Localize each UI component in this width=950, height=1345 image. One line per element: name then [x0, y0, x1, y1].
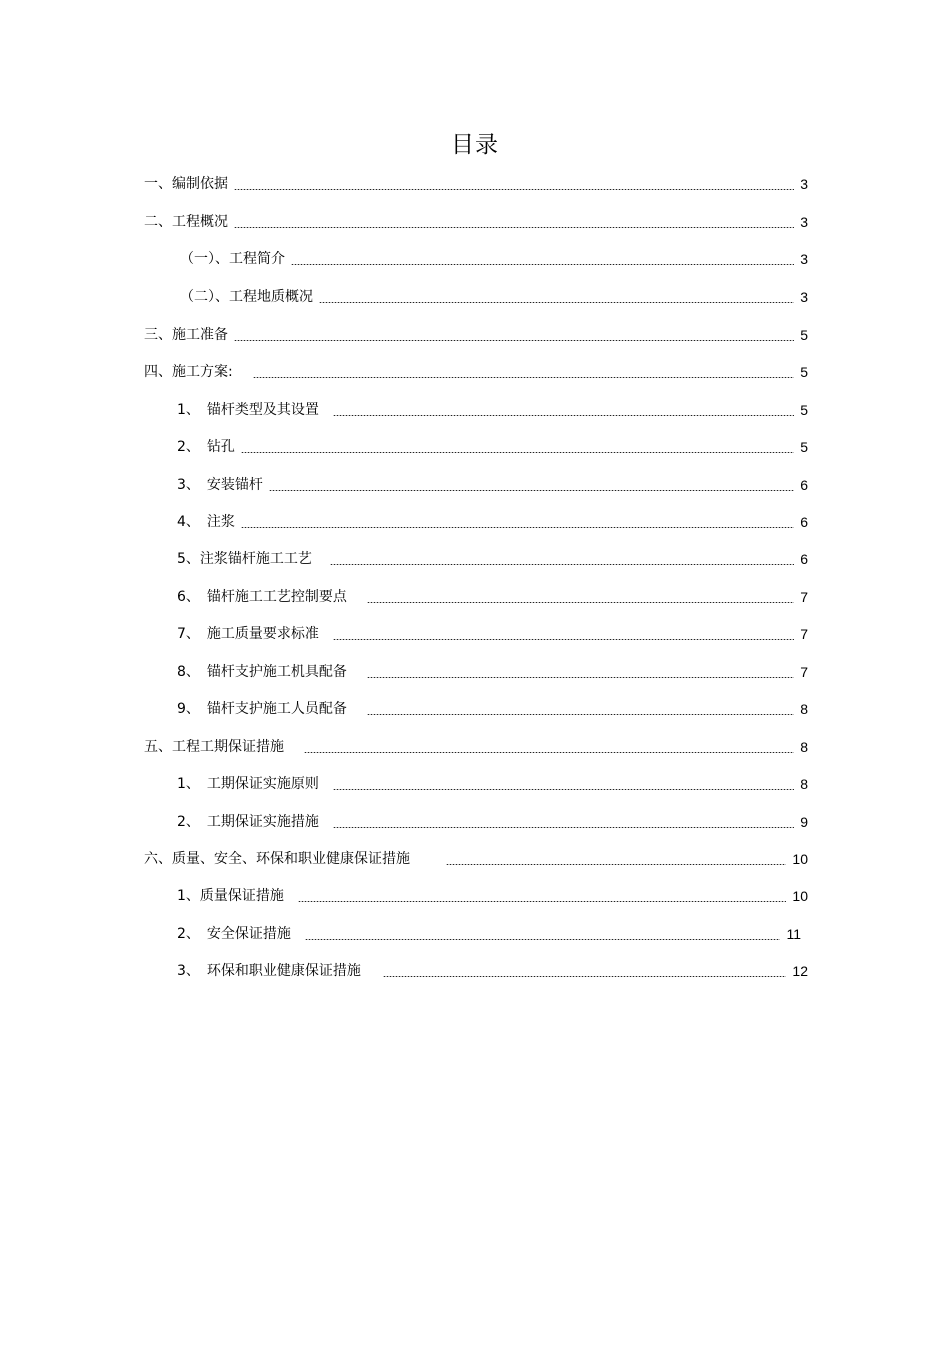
toc-entry-4-6[interactable]: [177, 586, 808, 608]
toc-entry-page-number: 5: [800, 439, 808, 455]
toc-entry-page-number: 7: [800, 589, 808, 605]
toc-entry-label: （一）、工程简介: [180, 251, 285, 267]
toc-entry-label: 一、编制依据: [144, 176, 228, 192]
toc-entry-page-number: 8: [800, 701, 808, 717]
toc-entry-label: 3、 安装锚杆: [177, 477, 263, 493]
dot-leader: [333, 811, 794, 833]
dot-leader: [241, 436, 794, 458]
toc-entry-label: 5、注浆锚杆施工工艺: [177, 551, 312, 567]
toc-entry-page-number: 12: [792, 963, 808, 979]
toc-entry-page-number: 8: [800, 776, 808, 792]
dot-leader: [333, 623, 794, 645]
dot-leader: [367, 586, 794, 608]
dot-leader: [291, 248, 794, 270]
toc-entry-page-number: 3: [800, 176, 808, 192]
toc-entry-page-number: 6: [800, 551, 808, 567]
toc-entry-label: 三、施工准备: [144, 327, 228, 343]
toc-entry-page-number: 3: [800, 289, 808, 305]
toc-entry-label: 2、 钻孔: [177, 439, 235, 455]
toc-entry-5-1[interactable]: [177, 773, 808, 795]
toc-entry-page-number: 11: [786, 926, 801, 942]
dot-leader: [330, 548, 794, 570]
toc-entry-page-number: 10: [792, 888, 808, 904]
toc-entry-label: 二、工程概况: [144, 214, 228, 230]
dot-leader: [319, 286, 794, 308]
toc-entry-label: 2、 安全保证措施: [177, 926, 291, 942]
toc-entry-6-2[interactable]: [177, 923, 801, 945]
dot-leader: [446, 848, 786, 870]
toc-entry-label: 1、 工期保证实施原则: [177, 776, 319, 792]
toc-entry-label: 1、 锚杆类型及其设置: [177, 402, 319, 418]
toc-entry-label: （二）、工程地质概况: [180, 289, 313, 305]
toc-entry-1[interactable]: [144, 173, 808, 195]
toc-entry-page-number: 3: [800, 214, 808, 230]
toc-entry-label: 四、施工方案:: [144, 364, 233, 380]
toc-entry-label: 3、 环保和职业健康保证措施: [177, 963, 361, 979]
dot-leader: [253, 361, 794, 383]
toc-entry-3[interactable]: [144, 324, 808, 346]
dot-leader: [298, 885, 787, 907]
toc-entry-label: 1、质量保证措施: [177, 888, 284, 904]
toc-entry-2-2[interactable]: [180, 286, 808, 308]
toc-entry-page-number: 10: [792, 851, 808, 867]
toc-entry-4-5[interactable]: [177, 548, 808, 570]
toc-entry-2-1[interactable]: [180, 248, 808, 270]
toc-entry-5[interactable]: [144, 736, 808, 758]
toc-entry-page-number: 5: [800, 402, 808, 418]
toc-entry-4-1[interactable]: [177, 399, 808, 421]
toc-entry-4-2[interactable]: [177, 436, 808, 458]
toc-entry-4-3[interactable]: [177, 474, 808, 496]
dot-leader: [234, 173, 794, 195]
toc-entry-page-number: 9: [800, 814, 808, 830]
toc-entry-6-3[interactable]: [177, 960, 808, 982]
toc-entry-page-number: 6: [800, 477, 808, 493]
toc-entry-page-number: 3: [800, 251, 808, 267]
toc-entry-page-number: 6: [800, 514, 808, 530]
toc-entry-5-2[interactable]: [177, 811, 808, 833]
dot-leader: [305, 923, 781, 945]
toc-entry-4-9[interactable]: [177, 698, 808, 720]
dot-leader: [269, 474, 794, 496]
toc-entry-page-number: 7: [800, 626, 808, 642]
toc-entry-label: 6、 锚杆施工工艺控制要点: [177, 589, 347, 605]
toc-entry-label: 六、质量、安全、环保和职业健康保证措施: [144, 851, 410, 867]
dot-leader: [234, 211, 794, 233]
toc-entry-label: 五、工程工期保证措施: [144, 739, 284, 755]
toc-entry-4[interactable]: [144, 361, 808, 383]
toc-entry-page-number: 7: [800, 664, 808, 680]
toc-entry-4-4[interactable]: [177, 511, 808, 533]
toc-entry-label: 4、 注浆: [177, 514, 235, 530]
dot-leader: [333, 399, 794, 421]
toc-entry-4-7[interactable]: [177, 623, 808, 645]
toc-entry-4-8[interactable]: [177, 661, 808, 683]
toc-entry-page-number: 8: [800, 739, 808, 755]
dot-leader: [234, 324, 794, 346]
dot-leader: [304, 736, 794, 758]
toc-entry-6[interactable]: [144, 848, 808, 870]
toc-entry-6-1[interactable]: [177, 885, 808, 907]
toc-entry-page-number: 5: [800, 364, 808, 380]
dot-leader: [241, 511, 794, 533]
dot-leader: [367, 698, 794, 720]
dot-leader: [333, 773, 794, 795]
dot-leader: [383, 960, 787, 982]
toc-entry-label: 7、 施工质量要求标准: [177, 626, 319, 642]
toc-entry-label: 9、 锚杆支护施工人员配备: [177, 701, 347, 717]
toc-entry-page-number: 5: [800, 327, 808, 343]
toc-entry-2[interactable]: [144, 211, 808, 233]
page-title: 目录: [451, 132, 499, 158]
dot-leader: [367, 661, 794, 683]
toc-entry-label: 8、 锚杆支护施工机具配备: [177, 664, 347, 680]
toc-entry-label: 2、 工期保证实施措施: [177, 814, 319, 830]
